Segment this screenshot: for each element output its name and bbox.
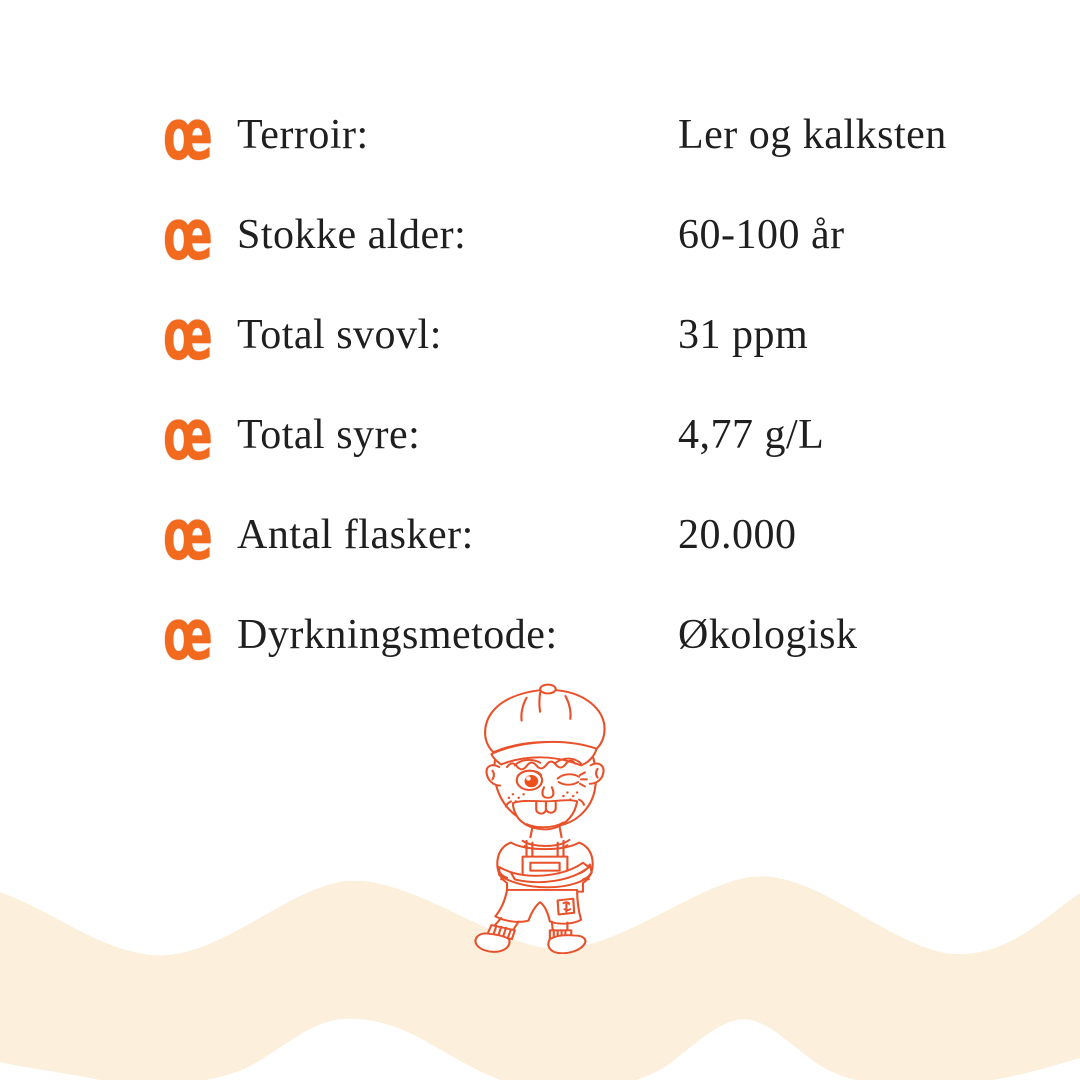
winking-boy-mascot	[472, 682, 618, 954]
fact-row	[163, 385, 1023, 485]
fact-value: 60-100 år	[678, 212, 845, 258]
fact-value: Ler og kalksten	[678, 112, 947, 158]
fact-label: Total svovl:	[237, 312, 442, 358]
boot-right	[548, 935, 585, 953]
oe-bullet-icon: œ	[163, 194, 213, 276]
fact-label: Terroir:	[237, 112, 369, 158]
oe-bullet-icon: œ	[163, 594, 213, 676]
boot-left	[476, 933, 510, 951]
oe-bullet-icon: œ	[163, 294, 213, 376]
fact-value: Økologisk	[678, 612, 858, 658]
oe-bullet-icon: œ	[163, 494, 213, 576]
fact-row	[163, 185, 1023, 285]
fact-label: Total syre:	[237, 412, 421, 458]
fact-value: 20.000	[678, 512, 797, 558]
facts-list	[163, 85, 1023, 685]
oe-bullet-icon: œ	[163, 394, 213, 476]
fact-row	[163, 585, 1023, 685]
fact-value: 31 ppm	[678, 312, 809, 358]
fact-label: Dyrkningsmetode:	[237, 612, 558, 658]
fact-row	[163, 485, 1023, 585]
fact-label: Antal flasker:	[237, 512, 474, 558]
fact-value: 4,77 g/L	[678, 412, 825, 458]
fact-label: Stokke alder:	[237, 212, 467, 258]
fact-row	[163, 285, 1023, 385]
fact-row	[163, 85, 1023, 185]
oe-bullet-icon: œ	[163, 94, 213, 176]
